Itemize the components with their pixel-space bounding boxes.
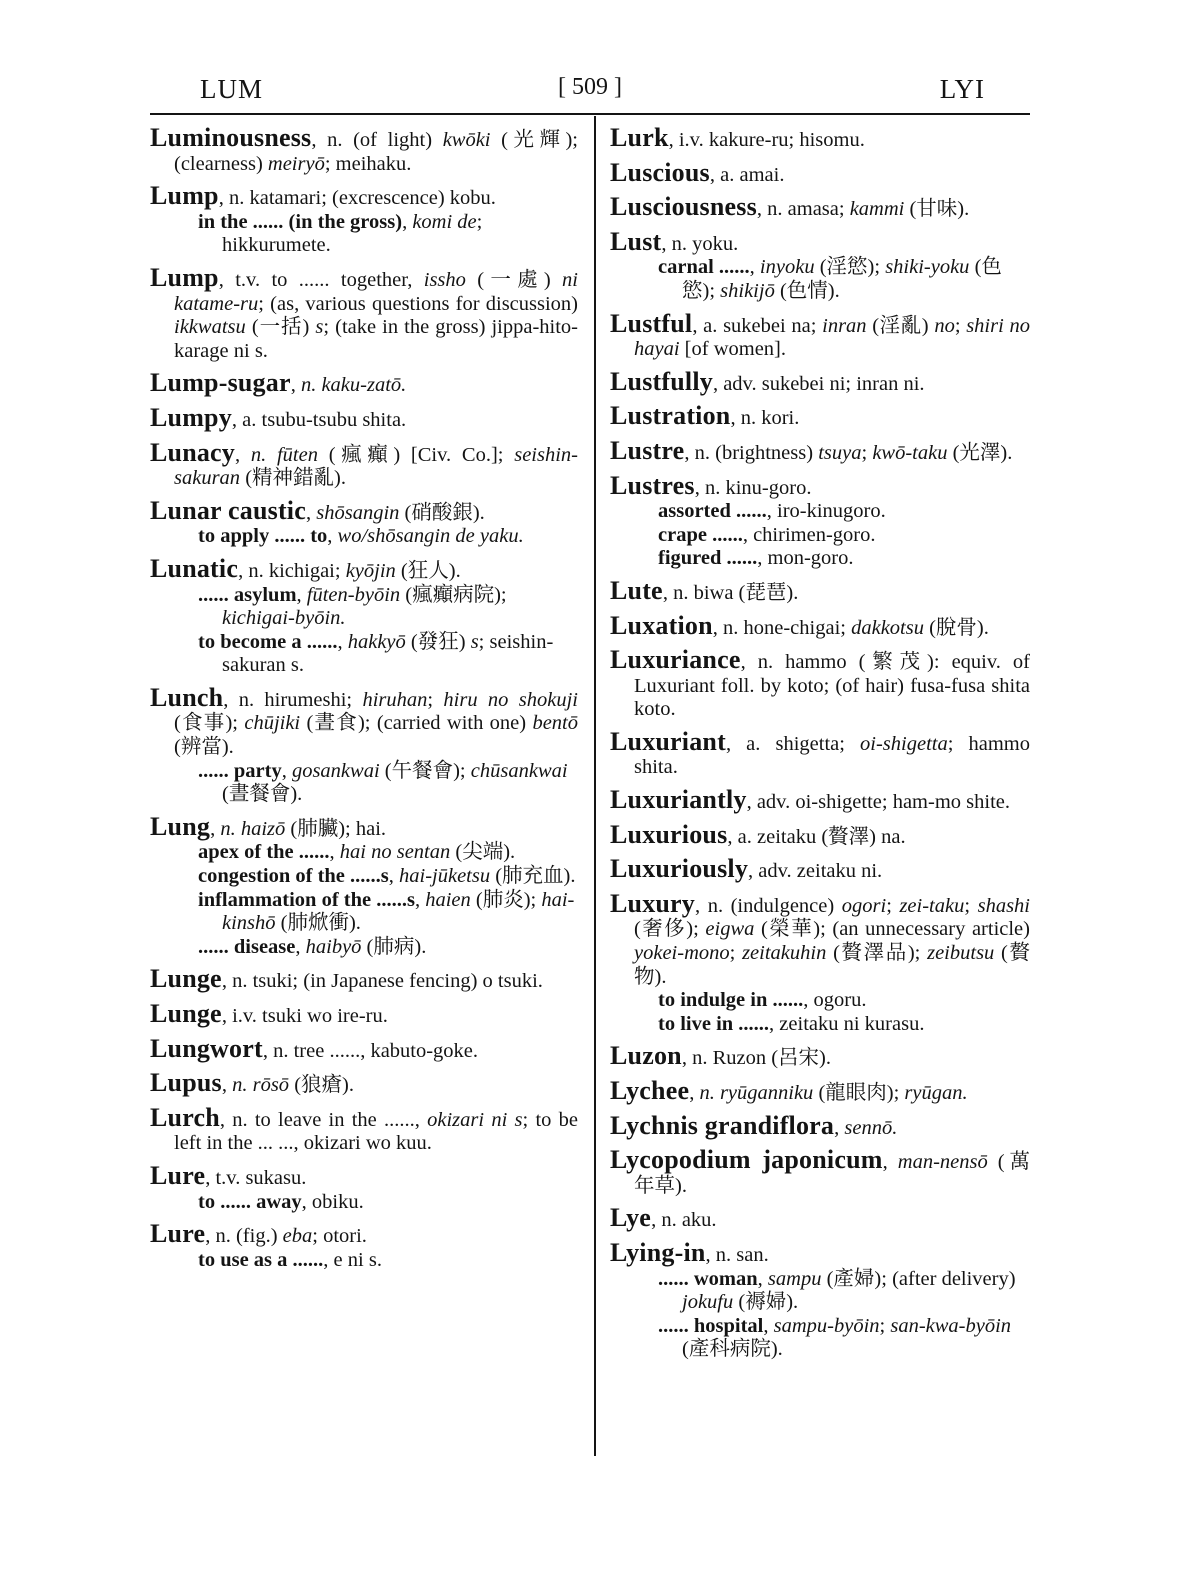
dictionary-entry — [150, 553, 578, 678]
dictionary-entry: Lunge, i.v. tsuki wo ire-ru. — [150, 999, 388, 1028]
dictionary-entry: Lumpy, a. tsubu-tsubu shita. — [150, 402, 407, 432]
entry-text: Lunar caustic, shōsangin (硝酸銀). — [150, 495, 485, 525]
sub-entry: to use as a ......, e ni s. — [198, 1248, 382, 1271]
dictionary-entry: Lustful, a. sukebei na; inran (淫亂) no; shiri no hayai [of women]. — [610, 308, 1030, 361]
dictionary-entry — [150, 1219, 578, 1272]
entry-text: Lunatic, n. kichigai; kyōjin (狂人). — [150, 553, 461, 583]
sub-entry: ...... hospital, sampu-byōin; san-kwa-byōin (產科病院). — [658, 1314, 1012, 1361]
entry-text: Lure, t.v. sukasu. — [150, 1160, 307, 1190]
running-header — [150, 70, 1030, 114]
header-right-guideword: LYI — [939, 74, 985, 104]
header-left-guideword: LUM — [200, 74, 263, 104]
sub-entry: apex of the ......, hai no sentan (尖端). — [198, 841, 516, 864]
dictionary-entry: Luscious, a. amai. — [610, 157, 785, 187]
dictionary-entry: Lungwort, n. tree ......, kabuto-goke. — [150, 1033, 479, 1063]
dictionary-entry: Lump-sugar, n. kaku-zatō. — [150, 368, 407, 398]
dictionary-entry: Luxuriance, n. hammo (繁茂): equiv. of Luxuriant foll. by koto; (of hair) fusa-fusa shita koto. — [610, 645, 1030, 721]
entry-text: Lust, n. yoku. — [610, 226, 739, 256]
dictionary-entry: Luxuriously, adv. zeitaku ni. — [610, 854, 883, 884]
dictionary-entry — [150, 811, 578, 960]
right-column — [610, 123, 1031, 1370]
dictionary-entry: Lustration, n. kori. — [610, 401, 800, 431]
sub-entry: in the ...... (in the gross), komi de; hikkurumete. — [198, 210, 483, 257]
entry-text: Luxury, n. (indulgence) ogori; zei-taku; shashi (奢侈); eigwa (榮華); (an unnecessary article) yokei-mono; zeitakuhin (贅澤品); zeibutsu (贅物). — [610, 888, 1030, 988]
sub-entry: congestion of the ......s, hai-jūketsu (肺充血). — [198, 865, 576, 888]
entry-text: Lustres, n. kinu-goro. — [610, 470, 812, 500]
dictionary-entry — [150, 495, 578, 549]
dictionary-entry: Lunacy, n. fūten (瘋癲) [Civ. Co.]; seishin-sakuran (精神錯亂). — [150, 437, 578, 490]
dictionary-entry: Lustre, n. (brightness) tsuya; kwō-taku (光澤). — [610, 435, 1013, 465]
page-number: [ 509 ] — [558, 74, 622, 100]
dictionary-entry: Lute, n. biwa (琵琶). — [610, 575, 799, 605]
sub-entry: to indulge in ......, ogoru. — [658, 989, 867, 1012]
sub-entry: to live in ......, zeitaku ni kurasu. — [658, 1012, 925, 1035]
entry-text: Lying-in, n. san. — [610, 1237, 769, 1267]
dictionary-entry: Lychee, n. ryūganniku (龍眼肉); ryūgan. — [610, 1076, 968, 1105]
dictionary-entry — [150, 181, 578, 258]
dictionary-entry: Lunge, n. tsuki; (in Japanese fencing) o tsuki. — [150, 964, 543, 994]
dictionary-entry: Lump, t.v. to ...... together, issho (一處) ni katame-ru; (as, various questions for discussion) ikkwatsu (一括) s; (take in the gross) jippa-hito-karage ni s. — [150, 262, 578, 362]
left-column — [150, 123, 578, 1280]
sub-entry: ...... asylum, fūten-byōin (瘋癲病院); kichigai-byōin. — [198, 583, 507, 630]
dictionary-entry — [610, 1237, 1030, 1362]
entry-text: Lung, n. haizō (肺臟); hai. — [150, 811, 387, 841]
column-divider — [594, 116, 596, 1456]
dictionary-entry: Lupus, n. rōsō (狼瘡). — [150, 1068, 354, 1098]
dictionary-entry: Luxuriant, a. shigetta; oi-shigetta; hammo shita. — [610, 726, 1030, 779]
dictionary-entry: Lustfully, adv. sukebei ni; inran ni. — [610, 366, 925, 396]
sub-entry: to ...... away, obiku. — [198, 1190, 364, 1213]
sub-entry: inflammation of the ......s, haien (肺炎); hai-kinshō (肺焮衝). — [198, 888, 575, 935]
dictionary-entry: Luzon, n. Ruzon (呂宋). — [610, 1041, 831, 1071]
dictionary-entry — [150, 682, 578, 807]
header-rule — [150, 113, 1030, 115]
dictionary-entry: Luxation, n. hone-chigai; dakkotsu (脫骨). — [610, 610, 989, 640]
sub-entry: crape ......, chirimen-goro. — [658, 523, 876, 546]
sub-entry: carnal ......, inyoku (淫慾); shiki-yoku (色慾); shikijō (色情). — [658, 256, 1002, 302]
dictionary-entry: Lychnis grandiflora, sennō. — [610, 1110, 898, 1140]
sub-entry: to apply ...... to, wo/shōsangin de yaku. — [198, 525, 524, 548]
sub-entry: ...... woman, sampu (產婦); (after delivery) jokufu (褥婦). — [658, 1267, 1016, 1314]
dictionary-entry: Lycopodium japonicum, man-nensō (萬年草). — [610, 1145, 1031, 1197]
dictionary-entry: Luxuriantly, adv. oi-shigette; ham-mo shite. — [610, 785, 1010, 815]
dictionary-entry: Luxurious, a. zeitaku (贅澤) na. — [610, 819, 906, 849]
dictionary-entry — [150, 1160, 578, 1214]
entry-text: Lump, n. katamari; (excrescence) kobu. — [150, 181, 496, 211]
dictionary-entry: Luminousness, n. (of light) kwōki (光輝); (clearness) meiryō; meihaku. — [150, 123, 578, 175]
sub-entry: to become a ......, hakkyō (發狂) s; seishin-sakuran s. — [198, 630, 554, 677]
sub-entry: ...... party, gosankwai (午餐會); chūsankwai (晝餐會). — [198, 759, 568, 806]
dictionary-entry — [610, 888, 1030, 1037]
sub-entry: figured ......, mon-goro. — [658, 547, 854, 570]
dictionary-entry — [610, 226, 1030, 304]
dictionary-entry — [610, 470, 1030, 571]
dictionary-entry: Lurch, n. to leave in the ......, okizari ni s; to be left in the ... ..., okizari wo kuu. — [150, 1102, 578, 1155]
dictionary-entry: Lurk, i.v. kakure-ru; hisomu. — [610, 123, 865, 152]
sub-entry: ...... disease, haibyō (肺病). — [198, 935, 427, 958]
sub-entry: assorted ......, iro-kinugoro. — [658, 500, 886, 523]
dictionary-entry: Lye, n. aku. — [610, 1203, 717, 1233]
dictionary-entry: Lusciousness, n. amasa; kammi (甘味). — [610, 192, 970, 222]
entry-text: Lure, n. (fig.) eba; otori. — [150, 1219, 367, 1249]
entry-text: Lunch, n. hirumeshi; hiruhan; hiru no shokuji (食事); chūjiki (晝食); (carried with one) bentō (辨當). — [150, 682, 578, 759]
